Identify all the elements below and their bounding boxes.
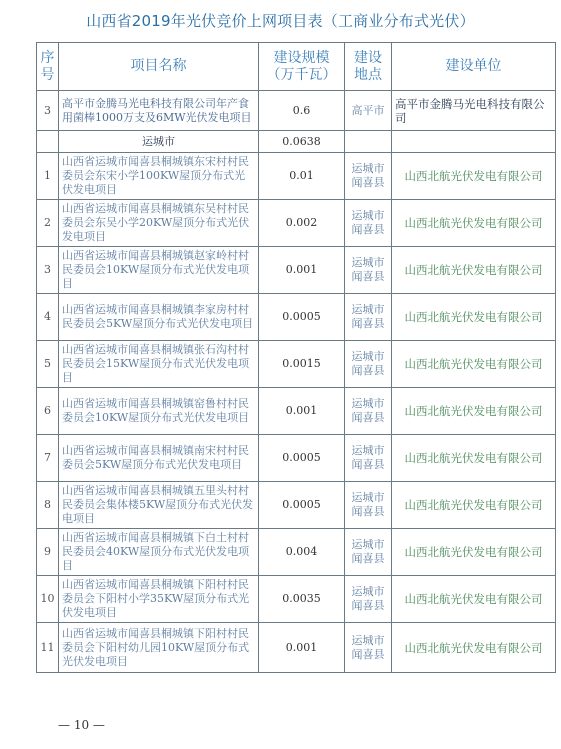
table-row <box>37 153 556 200</box>
row-no: 1 <box>37 153 59 200</box>
row-name: 山西省运城市闻喜县桐城镇南宋村村民委员会5KW屋顶分布式光伏发电项目 <box>59 435 259 482</box>
row-name: 山西省运城市闻喜县桐城镇东宋村村民委员会东宋小学100KW屋顶分布式光伏发电项目 <box>59 153 259 200</box>
row-scale: 0.0015 <box>259 341 345 388</box>
row-place: 运城市闻喜县 <box>345 341 392 388</box>
row-unit: 高平市金腾马光电科技有限公司 <box>392 91 556 131</box>
row-name: 山西省运城市闻喜县桐城镇下白土村村民委员会40KW屋顶分布式光伏发电项目 <box>59 529 259 576</box>
project-table <box>36 42 556 673</box>
row-no: 9 <box>37 529 59 576</box>
row-name: 高平市金腾马光电科技有限公司年产食用菌棒1000万支及6MW光伏发电项目 <box>59 91 259 131</box>
row-scale: 0.0638 <box>259 131 345 153</box>
row-scale: 0.002 <box>259 200 345 247</box>
row-place: 运城市闻喜县 <box>345 576 392 623</box>
document-title: 山西省2019年光伏竞价上网项目表（工商业分布式光伏） <box>86 12 475 30</box>
row-no: 5 <box>37 341 59 388</box>
row-place: 运城市闻喜县 <box>345 529 392 576</box>
table-row <box>37 435 556 482</box>
row-no: 3 <box>37 91 59 131</box>
row-place: 运城市闻喜县 <box>345 153 392 200</box>
row-unit: 山西北航光伏发电有限公司 <box>392 482 556 529</box>
row-no: 4 <box>37 294 59 341</box>
row-no: 7 <box>37 435 59 482</box>
table-row <box>37 247 556 294</box>
row-scale: 0.001 <box>259 388 345 435</box>
table-row <box>37 576 556 623</box>
row-place: 运城市闻喜县 <box>345 623 392 673</box>
row-no: 6 <box>37 388 59 435</box>
row-no: 3 <box>37 247 59 294</box>
row-name: 山西省运城市闻喜县桐城镇东吴村村民委员会东吴小学20KW屋顶分布式光伏发电项目 <box>59 200 259 247</box>
table-header-row <box>37 43 556 91</box>
row-name: 山西省运城市闻喜县桐城镇窑鲁村村民委员会10KW屋顶分布式光伏发电项目 <box>59 388 259 435</box>
row-scale: 0.0005 <box>259 435 345 482</box>
row-unit: 山西北航光伏发电有限公司 <box>392 153 556 200</box>
row-unit: 山西北航光伏发电有限公司 <box>392 388 556 435</box>
row-place: 运城市闻喜县 <box>345 388 392 435</box>
row-unit: 山西北航光伏发电有限公司 <box>392 294 556 341</box>
row-scale: 0.001 <box>259 623 345 673</box>
row-place: 运城市闻喜县 <box>345 294 392 341</box>
table-row <box>37 388 556 435</box>
row-name: 运城市 <box>59 131 259 153</box>
row-place: 运城市闻喜县 <box>345 435 392 482</box>
row-scale: 0.001 <box>259 247 345 294</box>
row-scale: 0.0005 <box>259 294 345 341</box>
row-no: 8 <box>37 482 59 529</box>
header-no: 序号 <box>37 43 59 91</box>
row-place: 运城市闻喜县 <box>345 200 392 247</box>
row-scale: 0.0005 <box>259 482 345 529</box>
row-unit: 山西北航光伏发电有限公司 <box>392 341 556 388</box>
row-no: 11 <box>37 623 59 673</box>
row-unit: 山西北航光伏发电有限公司 <box>392 435 556 482</box>
row-no: 2 <box>37 200 59 247</box>
table-row <box>37 482 556 529</box>
row-place: 运城市闻喜县 <box>345 247 392 294</box>
row-name: 山西省运城市闻喜县桐城镇五里头村村民委员会集体楼5KW屋顶分布式光伏发电项目 <box>59 482 259 529</box>
row-place: 运城市闻喜县 <box>345 482 392 529</box>
row-place: 高平市 <box>345 91 392 131</box>
table-row <box>37 623 556 673</box>
table-row-subtotal <box>37 131 556 153</box>
table-row <box>37 341 556 388</box>
row-unit: 山西北航光伏发电有限公司 <box>392 247 556 294</box>
table-row <box>37 529 556 576</box>
row-place <box>345 131 392 153</box>
header-name: 项目名称 <box>59 43 259 91</box>
row-scale: 0.6 <box>259 91 345 131</box>
header-place: 建设地点 <box>345 43 392 91</box>
table-row <box>37 91 556 131</box>
header-unit: 建设单位 <box>392 43 556 91</box>
row-unit: 山西北航光伏发电有限公司 <box>392 576 556 623</box>
row-unit <box>392 131 556 153</box>
row-no: 10 <box>37 576 59 623</box>
table-row <box>37 294 556 341</box>
row-no <box>37 131 59 153</box>
row-name: 山西省运城市闻喜县桐城镇张石沟村村民委员会15KW屋顶分布式光伏发电项目 <box>59 341 259 388</box>
row-unit: 山西北航光伏发电有限公司 <box>392 200 556 247</box>
row-name: 山西省运城市闻喜县桐城镇李家房村村民委员会5KW屋顶分布式光伏发电项目 <box>59 294 259 341</box>
row-scale: 0.004 <box>259 529 345 576</box>
row-name: 山西省运城市闻喜县桐城镇下阳村村民委员会下阳村幼儿园10KW屋顶分布式光伏发电项目 <box>59 623 259 673</box>
row-scale: 0.01 <box>259 153 345 200</box>
row-name: 山西省运城市闻喜县桐城镇赵家岭村村民委员会10KW屋顶分布式光伏发电项目 <box>59 247 259 294</box>
row-unit: 山西北航光伏发电有限公司 <box>392 623 556 673</box>
row-name: 山西省运城市闻喜县桐城镇下阳村村民委员会下阳村小学35KW屋顶分布式光伏发电项目 <box>59 576 259 623</box>
row-unit: 山西北航光伏发电有限公司 <box>392 529 556 576</box>
page-number: — 10 — <box>58 718 105 732</box>
row-scale: 0.0035 <box>259 576 345 623</box>
header-scale: 建设规模（万千瓦） <box>259 43 345 91</box>
table-row <box>37 200 556 247</box>
